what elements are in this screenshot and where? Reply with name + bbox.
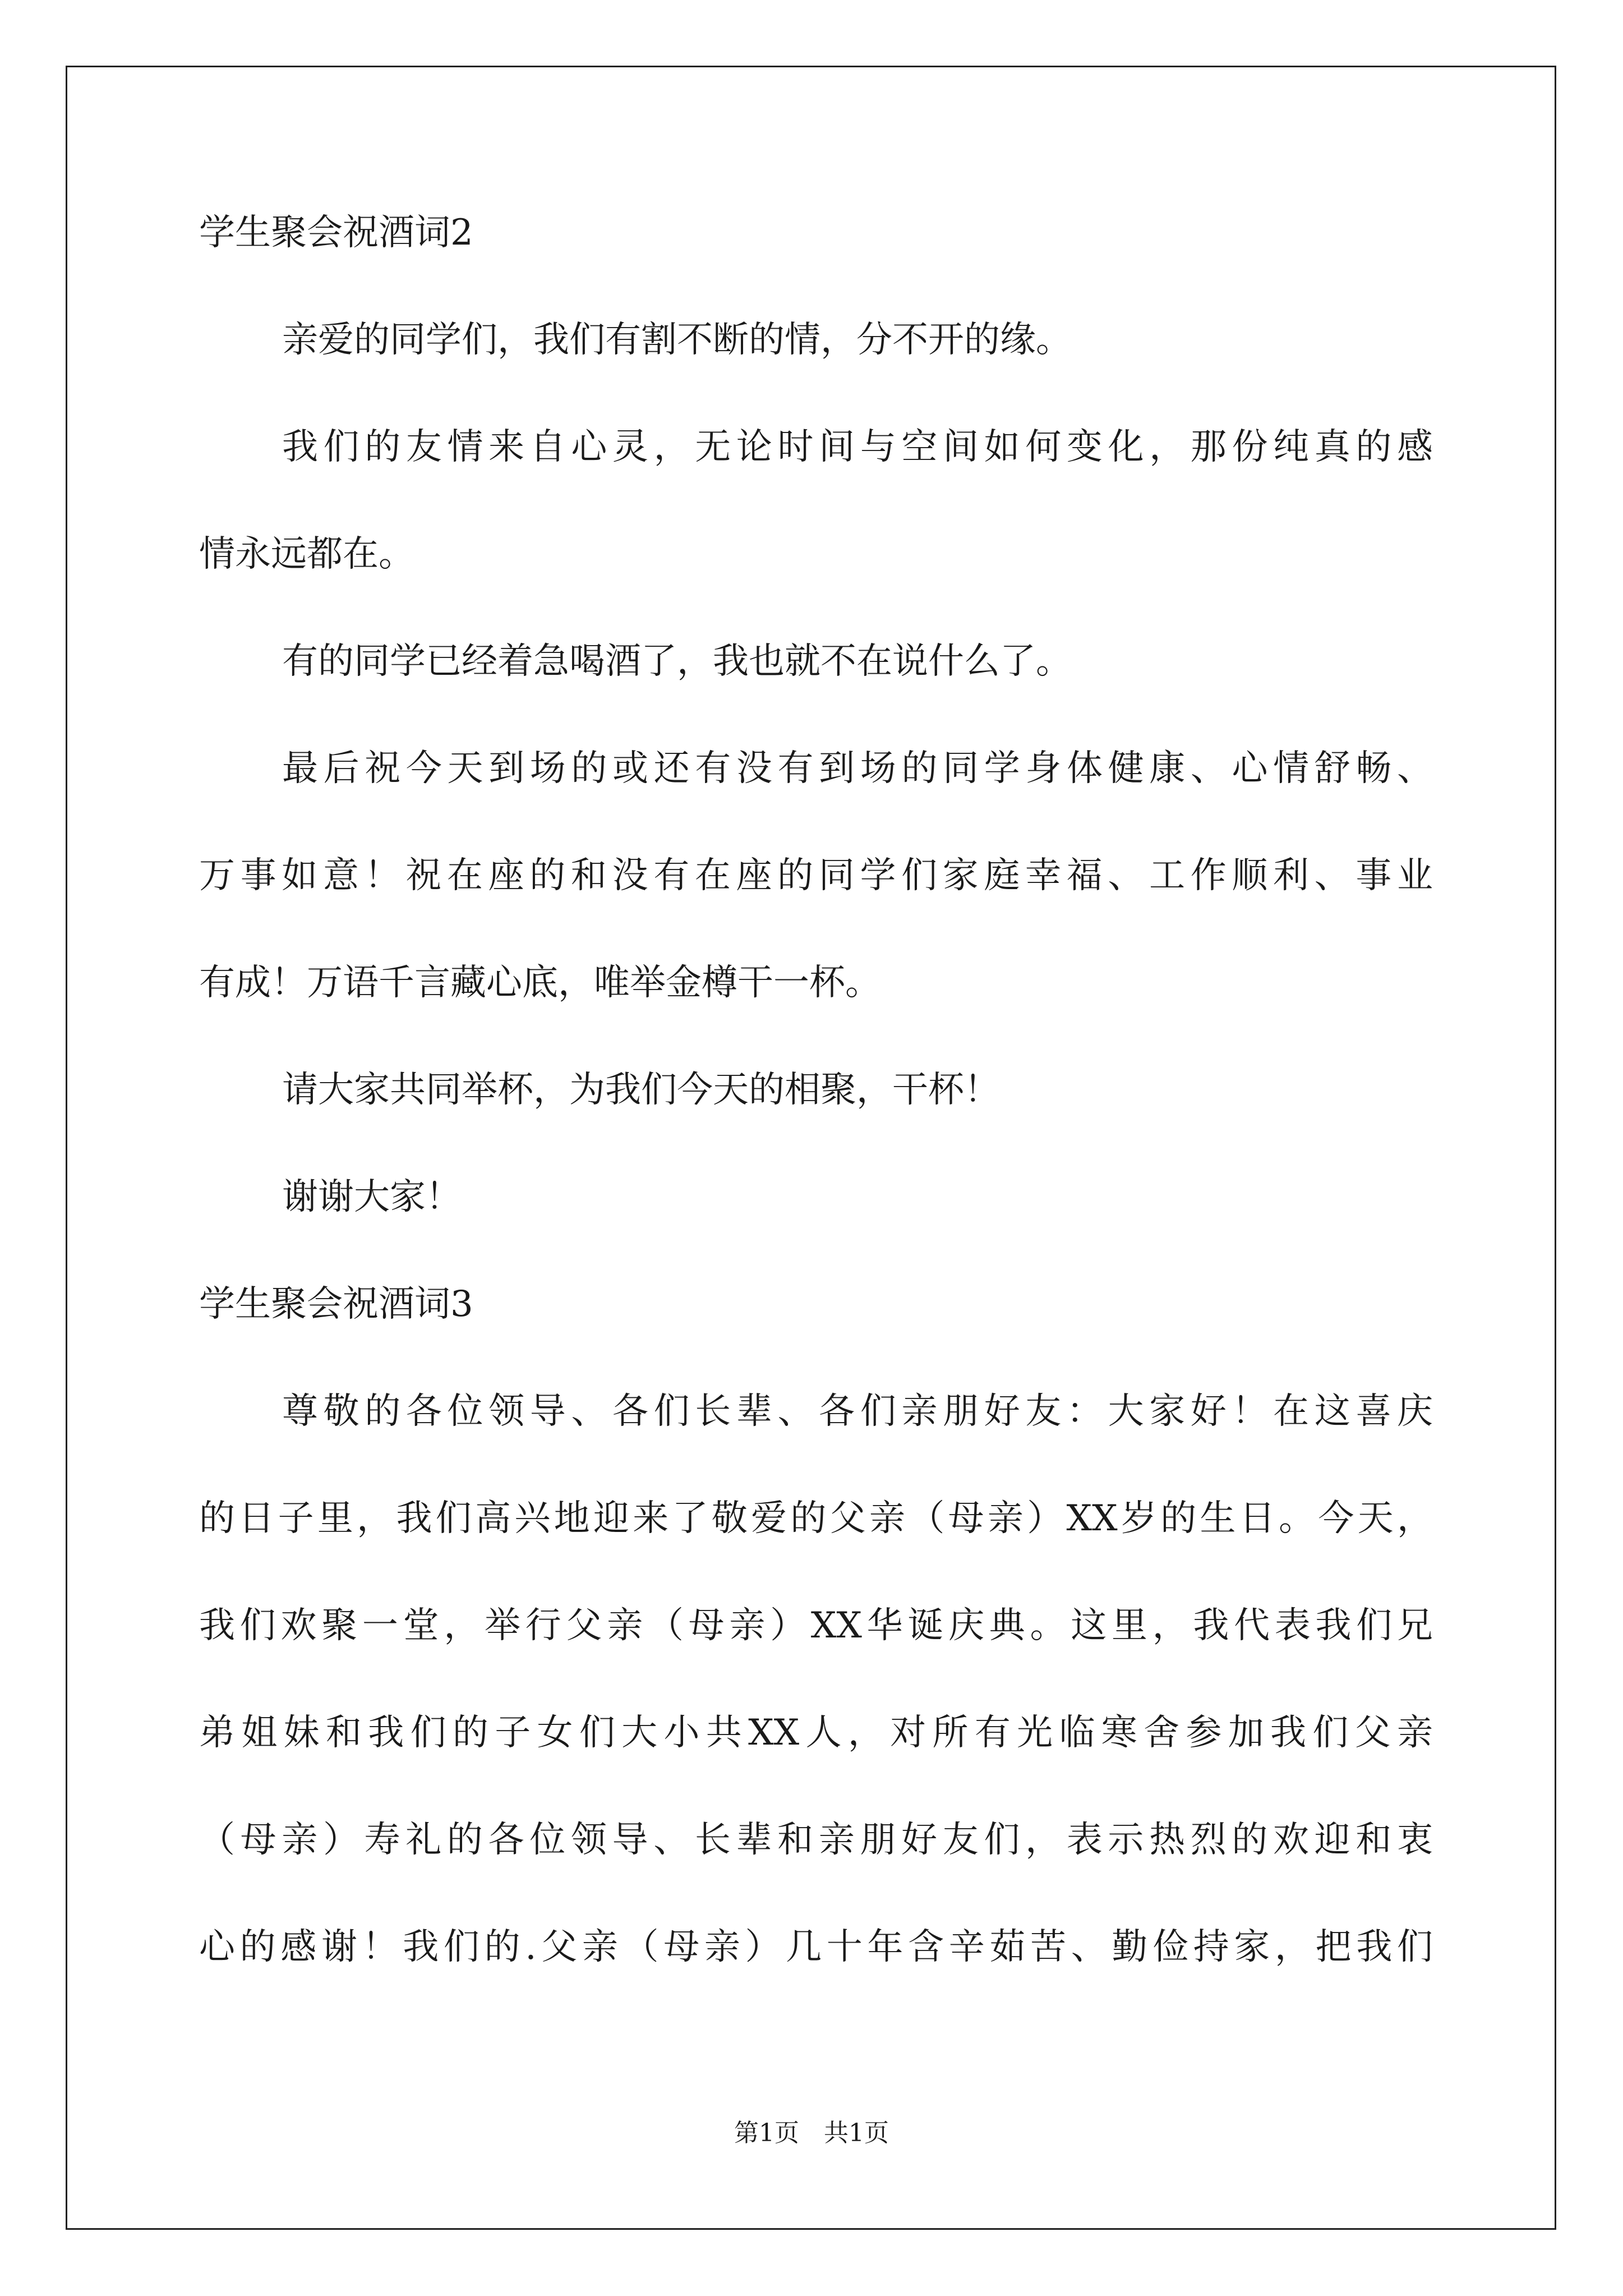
paragraph-line: 谢谢大家！: [282, 1176, 462, 1218]
paragraph-line: 情永远都在。: [199, 533, 414, 575]
paragraph-line: 我们欢聚一堂，举行父亲（母亲）XX华诞庆典。这里，我代表我们兄: [199, 1605, 1433, 1646]
page-frame: [66, 66, 1556, 2230]
paragraph-line: 有成！万语千言藏心底，唯举金樽干一杯。: [199, 962, 881, 1004]
paragraph-line: 弟姐妹和我们的子女们大小共XX人，对所有光临寒舍参加我们父亲: [199, 1712, 1433, 1754]
paragraph-line: （母亲）寿礼的各位领导、长辈和亲朋好友们，表示热烈的欢迎和衷: [199, 1819, 1433, 1861]
section-heading-2: 学生聚会祝酒词2: [199, 212, 473, 254]
paragraph-line: 最后祝今天到场的或还有没有到场的同学身体健康、心情舒畅、: [282, 748, 1433, 789]
paragraph-line: 万事如意！祝在座的和没有在座的同学们家庭幸福、工作顺利、事业: [199, 855, 1433, 896]
paragraph-line: 亲爱的同学们，我们有割不断的情，分不开的缘。: [282, 319, 1072, 361]
page-number-footer: 第1页 共1页: [734, 2119, 889, 2147]
paragraph-line: 有的同学已经着急喝酒了，我也就不在说什么了。: [282, 641, 1072, 682]
paragraph-line: 心的感谢！我们的.父亲（母亲）几十年含辛茹苦、勤俭持家，把我们: [199, 1926, 1433, 1968]
paragraph-line: 尊敬的各位领导、各们长辈、各们亲朋好友：大家好！在这喜庆: [282, 1391, 1433, 1432]
paragraph-line: 的日子里，我们高兴地迎来了敬爱的父亲（母亲）XX岁的生日。今天，: [199, 1498, 1433, 1539]
section-heading-3: 学生聚会祝酒词3: [199, 1283, 473, 1325]
paragraph-line: 我们的友情来自心灵，无论时间与空间如何变化，那份纯真的感: [282, 426, 1433, 468]
paragraph-line: 请大家共同举杯，为我们今天的相聚，干杯！: [282, 1069, 1000, 1111]
